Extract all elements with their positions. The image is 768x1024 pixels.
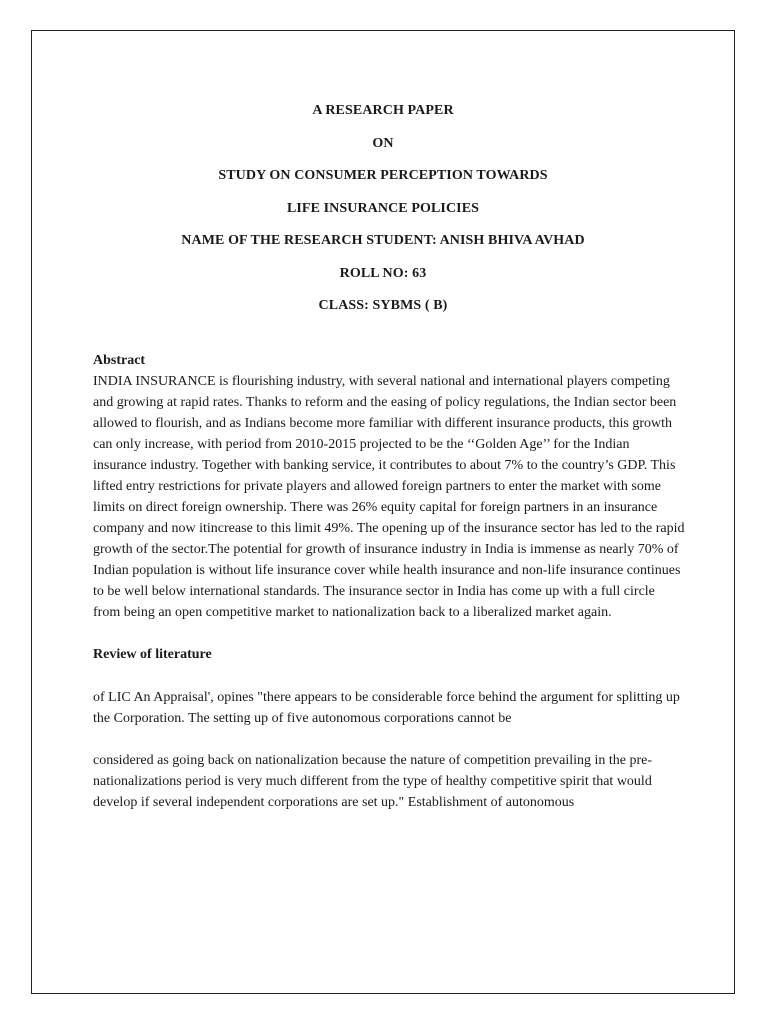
abstract-heading: Abstract xyxy=(93,353,146,368)
class-line: CLASS: SYBMS ( B) xyxy=(318,298,448,313)
review-paragraph-2: considered as going back on nationalization because the nature of competition prevailing in the pre-nationalizations period is very much different from the type of healthy competitive spirit that would develop if several independent corporations are set up." Establishment of autonomous xyxy=(93,753,653,810)
review-heading: Review of literature xyxy=(93,647,212,662)
spacer xyxy=(93,665,685,687)
author-line: NAME OF THE RESEARCH STUDENT: ANISH BHIVA AVHAD xyxy=(181,233,585,248)
spacer xyxy=(93,729,685,750)
document-body xyxy=(93,350,685,813)
abstract-paragraph: INDIA INSURANCE is flourishing industry, with several national and international players competing and growing at rapid rates. Thanks to reform and the easing of policy regulations, the Indian sector been allowed to flourish, and as Indians become more familiar with different insurance products, this growth can only increase, with period from 2010-2015 projected to be the ‘‘Golden Age’’ for the Indian insurance industry. Together with banking service, it contributes to about 7% to the country’s GDP. This lifted entry restrictions for private players and allowed foreign partners to enter the market with some limits on direct foreign ownership. There was 26% equity capital for foreign partners in an insurance company and now itincrease to this limit 49%. The opening up of the insurance sector has led to the rapid growth of the sector.The potential for growth of insurance industry in India is immense as nearly 70% of Indian population is without life insurance cover while health insurance and non-life insurance continues to be well below international standards. The insurance sector in India has come up with a full circle from being an open competitive market to nationalization back to a liberalized market again. xyxy=(93,374,685,620)
spacer xyxy=(93,623,685,644)
title-block xyxy=(31,102,735,330)
title-line: LIFE INSURANCE POLICIES xyxy=(286,200,480,216)
review-paragraph-1: of LIC An Appraisal', opines "there appears to be considerable force behind the argument for splitting up the Corporation. The setting up of five autonomous corporations cannot be xyxy=(93,690,680,726)
title-line: A RESEARCH PAPER xyxy=(312,103,454,118)
title-line: ON xyxy=(372,135,394,151)
title-line: STUDY ON CONSUMER PERCEPTION TOWARDS xyxy=(218,168,548,183)
roll-number-line: ROLL NO: 63 xyxy=(339,265,427,281)
